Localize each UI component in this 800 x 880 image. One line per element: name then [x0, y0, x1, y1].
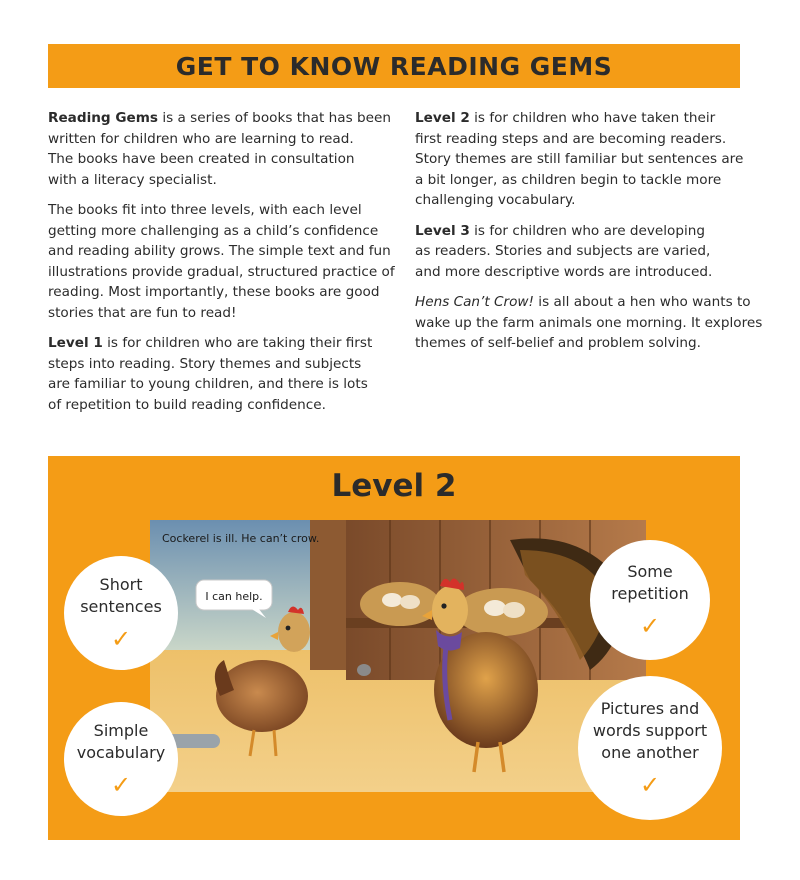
header-banner [48, 44, 740, 88]
feature-bubble-short-sentences [64, 556, 178, 670]
page-title: GET TO KNOW READING GEMS [175, 51, 613, 81]
intro-paragraph-level-2: Level 2 is for children who have taken their first reading steps and are becoming readers. Story themes are still familiar but sentences are a bit longer, as children begin to tackle more challenging vocabulary. [415, 110, 744, 208]
feature-bubble-some-repetition [590, 540, 710, 660]
intro-paragraph-2: The books fit into three levels, with each level getting more challenging as a child’s confidence and reading ability grows. The simple text and fun illustrations provide gradual, structured practice of reading. Most importantly, these books are good stories that are fun to read! [48, 202, 395, 321]
intro-paragraph-level-1: Level 1 is for children who are taking their first steps into reading. Story themes and subjects are familiar to young children, and there is lots of repetition to build reading confidence. [48, 335, 373, 413]
feature-bubble-pictures-and-words [578, 676, 722, 820]
checkmark-icon: ✓ [110, 771, 132, 799]
barn-scene-image [150, 520, 646, 792]
feature-label: Short sentences [80, 575, 162, 616]
illustration-caption: Cockerel is ill. He can’t crow. [162, 532, 320, 545]
intro-paragraph-1: Reading Gems is a series of books that has been written for children who are learning to read. The books have been created in consultation with a literacy specialist. [48, 110, 391, 188]
intro-left-column [48, 108, 393, 425]
level-title: Level 2 [331, 468, 457, 504]
speech-bubble-text: I can help. [205, 590, 263, 603]
intro-paragraph-level-3: Level 3 is for children who are developing as readers. Stories and subjects are varied, and more descriptive words are introduced. [415, 222, 713, 280]
story-illustration [150, 520, 646, 792]
checkmark-icon: ✓ [639, 771, 661, 799]
checkmark-icon: ✓ [110, 625, 132, 653]
intro-right-column [415, 108, 763, 364]
feature-label: Pictures and words support one another [592, 699, 708, 762]
intro-paragraph-book: Hens Can’t Crow! is all about a hen who wants to wake up the farm animals one morning. It explores themes of self-belief and problem solving. [415, 294, 763, 351]
checkmark-icon: ✓ [639, 612, 661, 640]
feature-bubble-simple-vocabulary [64, 702, 178, 816]
feature-label: Some repetition [611, 562, 689, 603]
feature-label: Simple vocabulary [76, 721, 166, 762]
